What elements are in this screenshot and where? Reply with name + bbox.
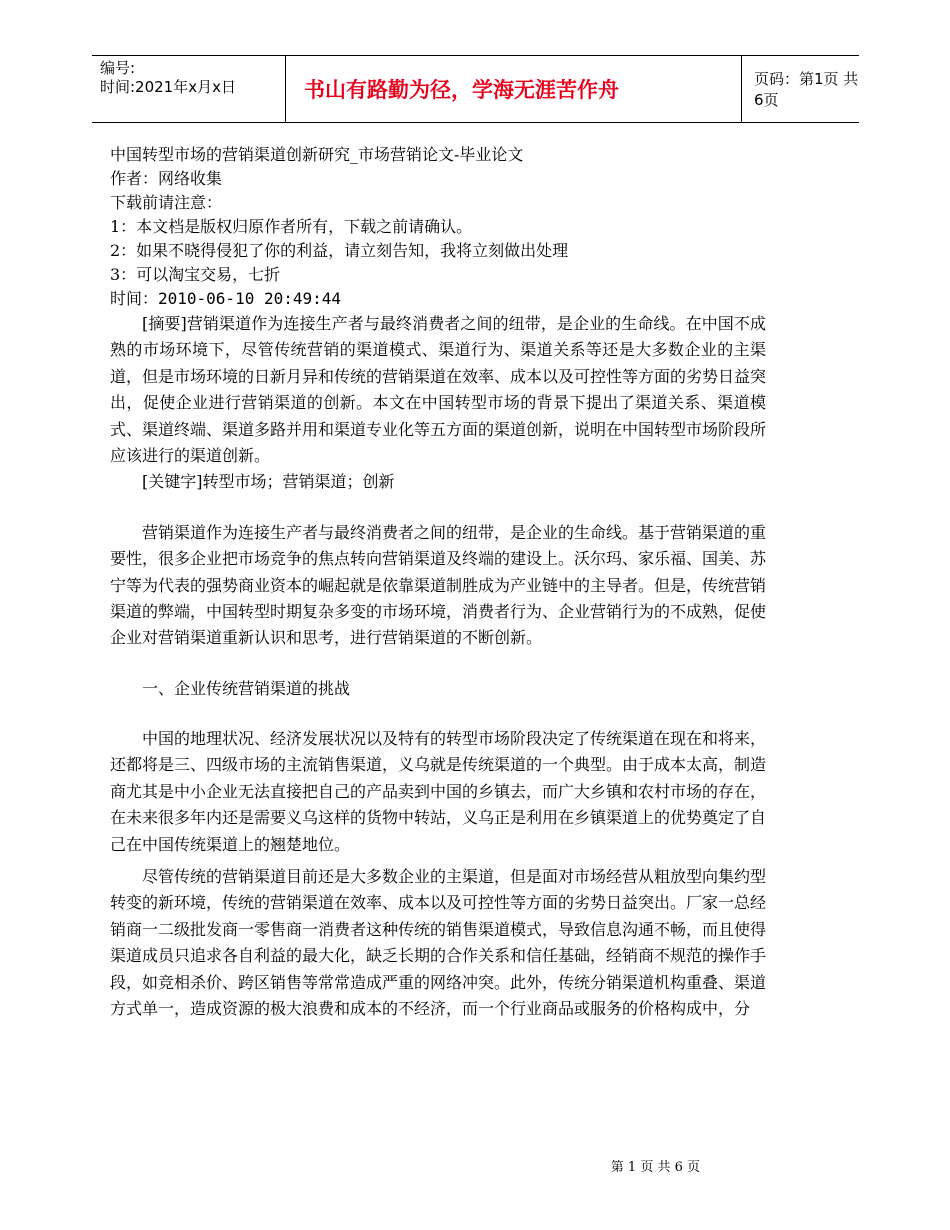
section-heading: 一、企业传统营销渠道的挑战 xyxy=(142,678,351,698)
notice-item: 2：如果不晓得侵犯了你的利益，请立刻告知，我将立刻做出处理 xyxy=(110,241,569,260)
intro-paragraph: 营销渠道作为连接生产者与最终消费者之间的纽带，是企业的生命线。基于营销渠道的重要性，很多企业把市场竞争的焦点转向营销渠道及终端的建设上。沃尔玛、家乐福、国美、苏宁等为代表的强势商业资本的崛起就是依靠渠道制胜成为产业链中的主导者。但是，传统营销渠道的弊端，中国转型时期复杂多变的市场环境，消费者行为、企业营销行为的不成熟，促使企业对营销渠道重新认识和思考，进行营销渠道的不断创新。 xyxy=(110,522,767,648)
notice-item: 3：可以淘宝交易，七折 xyxy=(110,265,281,284)
abstract-paragraph: [摘要]营销渠道作为连接生产者与最终消费者之间的纽带，是企业的生命线。在中国不成熟的市场环境下，尽管传统营销的渠道模式、渠道行为、渠道关系等还是大多数企业的主渠道，但是市场环境的日新月异和传统的营销渠道在效率、成本以及可控性等方面的劣势日益突出，促使企业进行营销渠道的创新。本文在中国转型市场的背景下提出了渠道关系、渠道模式、渠道终端、渠道多路并用和渠道专业化等五方面的渠道创新，说明在中国转型市场阶段所应该进行的渠道创新。 xyxy=(110,314,767,466)
header-meta xyxy=(92,56,285,122)
header-motto: 书山有路勤为径，学海无涯苦作舟 xyxy=(285,56,742,122)
document-body xyxy=(110,143,766,1022)
body-paragraph: 尽管传统的营销渠道目前还是大多数企业的主渠道，但是面对市场经营从粗放型向集约型转变的新环境，传统的营销渠道在效率、成本以及可控性等方面的劣势日益突出。厂家一总经销商一二级批发商一零售商一消费者这种传统的销售渠道模式，导致信息沟通不畅，而且使得渠道成员只追求各自利益的最大化，缺乏长期的合作关系和信任基础，经销商不规范的操作手段，如竞相杀价、跨区销售等常常造成严重的网络冲突。此外，传统分销渠道机构重叠、渠道方式单一，造成资源的极大浪费和成本的不经济，而一个行业商品或服务的价格构成中，分 xyxy=(110,866,767,1018)
header-page-info: 页码：第1页 共6页 xyxy=(754,70,859,109)
document-time: 时间：2010-06-10 20:49:44 xyxy=(110,289,342,308)
page-footer: 第 1 页 共 6 页 xyxy=(610,1160,700,1175)
notice-item: 1：本文档是版权归原作者所有，下载之前请确认。 xyxy=(110,217,473,236)
number-label: 编号: xyxy=(100,59,136,77)
spacer xyxy=(110,496,766,520)
spacer xyxy=(110,702,766,726)
notice-heading: 下载前请注意： xyxy=(110,193,223,212)
document-title: 中国转型市场的营销渠道创新研究_市场营销论文-毕业论文 xyxy=(110,145,524,164)
document-author: 作者：网络收集 xyxy=(110,169,223,188)
body-paragraph: 中国的地理状况、经济发展状况以及特有的转型市场阶段决定了传统渠道在现在和将来，还都将是三、四级市场的主流销售渠道，义乌就是传统渠道的一个典型。由于成本太高，制造商尤其是中小企业无法直接把自己的产品卖到中国的乡镇去，而广大乡镇和农村市场的存在，在未来很多年内还是需要义乌这样的货物中转站，义乌正是利用在乡镇渠道上的优势奠定了自己在中国传统渠道上的翘楚地位。 xyxy=(110,728,767,854)
keywords-line: [关键字]转型市场；营销渠道；创新 xyxy=(142,472,395,492)
time-label: 时间:2021年x月x日 xyxy=(100,78,236,96)
page-header xyxy=(92,55,859,123)
spacer xyxy=(110,652,766,676)
